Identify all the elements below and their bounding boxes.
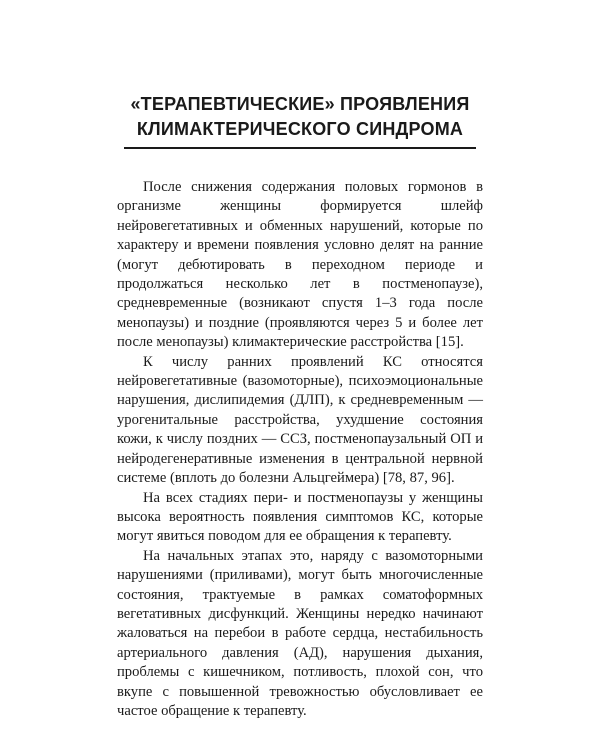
section-heading-line-1: «ТЕРАПЕВТИЧЕСКИЕ» ПРОЯВЛЕНИЯ xyxy=(130,94,470,114)
heading-underline xyxy=(124,147,476,149)
section-heading-line-2: КЛИМАКТЕРИЧЕСКОГО СИНДРОМА xyxy=(136,119,464,139)
paragraph-4: На начальных этапах это, наряду с вазомоторными нарушениями (приливами), могут быть многочисленные состояния, трактуемые в рамках соматоформных вегетативных дисфункций. Женщины нередко начинают жаловаться на перебои в работе сердца, нестабильность артериального давления (АД), нарушения дыхания, проблемы с кишечником, потливость, плохой сон, что вкупе с повышенной тревожностью обусловливает ее частое обращение к терапевту. xyxy=(117,547,483,719)
paragraph-2: К числу ранних проявлений КС относятся нейровегетативные (вазомоторные), психоэмоциональные нарушения, дислипидемия (ДЛП), к средневременным — урогенитальные расстройства, ухудшение состояния кожи, к числу поздних — ССЗ, постменопаузальный ОП и нейродегенеративные изменения в центральной нервной системе (вплоть до болезни Альцгеймера) [78, 87, 96]. xyxy=(117,353,483,487)
paragraph-3: На всех стадиях пери- и постменопаузы у женщины высока вероятность появления симптомов КС, которые могут явиться поводом для ее обращения к терапевту. xyxy=(117,489,483,545)
paragraph-1: После снижения содержания половых гормонов в организме женщины формируется шлейф нейровегетативных и обменных нарушений, которые по характеру и времени появления условно делят на ранние (могут дебютировать в переходном периоде и продолжаться несколько лет в постменопаузе), средневременные (возникают спустя 1–3 года после менопаузы) и поздние (проявляются через 5 и более лет после менопаузы) климактерические расстройства [15]. xyxy=(117,179,483,351)
body-text xyxy=(117,178,483,721)
section-heading xyxy=(100,92,500,142)
